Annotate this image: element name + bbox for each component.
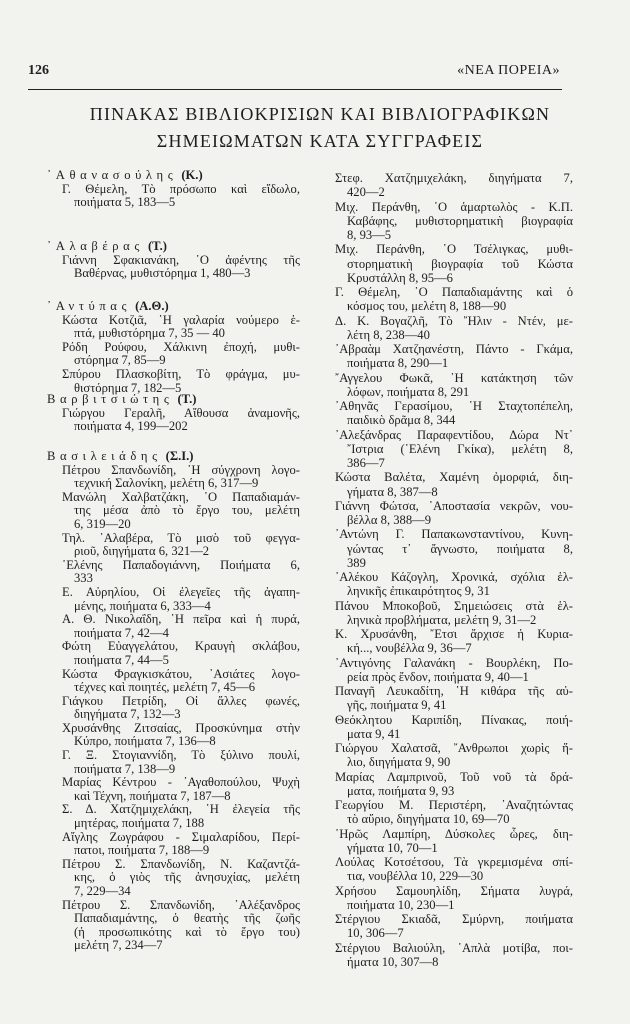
entry-line: ποιήματα 4, 199—202 [74,419,188,434]
entry-line: γώντας τ᾿ ἄγνωστο, ποιήματα 8, [347,541,573,556]
bibliography-entry [62,407,300,434]
bibliography-entry [62,532,300,559]
entry-line: Καβάφης, μυθιστορηματικὴ βιογραφία [347,213,573,228]
entry-line: 7, 229—34 [74,884,131,898]
bibliography-entry [62,749,300,776]
entry-line: (ἡ προσωπικότης καὶ τὸ ἔργο του) [74,924,300,939]
entry-line: Πέτρου Σ. Σπανδωνίδη, Ν. Καζαντζά- [62,856,300,871]
bibliography-entry [335,941,573,970]
entry-line: Βαθέρνας, μυθιστόρημα 1, 480—3 [74,266,251,281]
page-number: 126 [28,63,49,78]
entry-line: Πέτρου Σπανδωνίδη, ῾Η σύγχρονη λογο- [62,462,300,477]
author-section [47,300,302,395]
author-section [47,169,302,210]
entry-line: Σ. Δ. Χατζημιχελάκη, ῾Η ἐλεγεία τῆς [62,802,300,817]
entry-line: Τηλ. ᾿Αλαβέρα, Τὸ μισὸ τοῦ φεγγα- [62,530,300,545]
bibliography-entry [62,341,300,368]
entry-line: Γ. Ξ. Στογιαννίδη, Τὸ ξύλινο πουλί, [62,748,300,763]
entry-line: τεχνική Σαλονίκη, μελέτη 6, 317—9 [74,476,259,491]
entry-line: ποιήματα 7, 138—9 [74,761,176,776]
entry-line: Παναγῆ Λευκαδίτη, ῾Η κιθάρα τῆς αὐ- [335,684,573,698]
entry-line: πατοι, ποιήματα 7, 188—9 [74,843,210,858]
entry-line: 6, 319—20 [74,516,131,531]
bibliography-entry [62,858,300,899]
entry-line: Ε. Αὐρηλίου, Οἱ ἐλεγεῖες τῆς ἀγαπη- [62,584,300,599]
reviewer-name: Βαρβιτσιώτης [47,392,174,406]
bibliography-entry [62,722,300,749]
bibliography-entry [62,695,300,722]
entry-line: ματα 9, 41 [347,726,401,741]
entry-line: ληνικῆς ἐπικαιρότητος 9, 31 [347,584,490,599]
entry-line: Κώστα Κοτζιᾶ, ῾Η γαλαρία νούμερο ἑ- [62,312,300,327]
entry-line: Κύπρο, ποιήματα 7, 136—8 [74,734,216,749]
bibliography-entry [335,342,573,371]
entry-line: στόρημα 7, 85—9 [74,353,166,368]
entry-line: Σπύρου Πλασκοβίτη, Τὸ φράγμα, μυ- [62,366,300,381]
author-section [47,240,302,281]
bibliography-entry [335,527,573,570]
reviewer-name: ᾿Αλαβέρας [47,239,144,253]
reviewer-name: ᾿Αθανασούλης [47,168,178,182]
entry-line: λέτη 8, 238—40 [347,327,430,342]
entry-line: κόσμος του, μελέτη 8, 188—90 [347,299,507,314]
entry-line: θιστόρημα 7, 182—5 [74,380,182,395]
entry-line: Μαρίας Κέντρου - ᾿Αγαθοπούλου, Ψυχὴ [62,775,300,790]
bibliography-entry [335,470,573,499]
entry-line: τια, νουβέλλα 10, 229—30 [347,869,484,884]
entry-line: Α. Θ. Νικολαΐδη, ῾Η πεῖρα καὶ ἡ πυρά, [62,612,300,627]
bibliography-entry [335,684,573,713]
journal-running-head: «ΝΕΑ ΠΟΡΕΙΑ» [457,63,560,78]
entry-line: 333 [74,571,93,586]
entry-line: Μανώλη Χαλβατζάκη, ῾Ο Παπαδιαμάν- [62,489,300,504]
entry-line: Γ. Θέμελη, ῾Ο Παπαδιαμάντης καὶ ὁ [335,285,573,299]
bibliography-entry [335,741,573,770]
bibliography-entry [62,559,300,586]
entry-line: ᾿Αλέκου Κάζογλη, Χρονικά, σχόλια ἑλ- [335,570,573,584]
entry-line: κης, ὁ γιὸς τῆς ἀνησυχίας, μελέτη [74,870,300,885]
entry-line: Γεωργίου Μ. Περιστέρη, ᾿Αναζητώντας [335,798,573,812]
right-column [335,171,590,969]
reviewer-initials: (Κ.) [181,168,203,182]
entry-line: Φώτη Εὐαγγελάτου, Κραυγὴ σκλάβου, [62,639,300,654]
entry-line: ᾿Αβραὰμ Χατζηανέστη, Πάντο - Γκάμα, [335,342,573,356]
bibliography-entry [62,640,300,667]
entry-line: ᾿Αντώνη Γ. Παπακωνσταντίνου, Κυνη- [335,527,573,542]
entry-line: λόφων, ποιήματα 8, 291 [347,384,470,399]
author-heading [47,169,302,183]
entry-line: ποιήματα 5, 183—5 [74,195,176,210]
bibliography-entry [335,855,573,884]
bibliography-entry [335,428,573,471]
author-section [47,450,302,953]
entry-line: τὸ αὔριο, διηγήματα 10, 69—70 [347,812,510,827]
bibliography-entry [62,613,300,640]
bibliography-entry [335,399,573,428]
page-title-line-2: ΣΗΜΕΙΩΜΑΤΩΝ ΚΑΤΑ ΣΥΓΓΡΑΦΕΙΣ [156,131,484,151]
entry-line: ποιήματα 10, 230—1 [347,897,455,912]
entry-line: γήματα 8, 387—8 [347,484,438,499]
bibliography-entry [335,499,573,528]
bibliography-entry [62,668,300,695]
entry-line: Πάνου Μποκοβοῦ, Σημειώσεις στὰ ἑλ- [335,598,573,613]
entry-line: κή..., νουβέλλα 9, 36—7 [347,641,472,656]
entry-line: Γ. Θέμελη, Τὸ πρόσωπο καὶ εἴδωλο, [62,181,300,196]
entry-line: ρεία πρὸς ἔνδον, ποιήματα 9, 40—1 [347,669,529,684]
entry-line: ματα, ποιήματα 9, 93 [347,783,455,798]
entry-line: ῎Αγγελου Φωκᾶ, ῾Η κατάκτηση τῶν [335,370,573,385]
bibliography-entry [62,254,300,281]
bibliography-entry [62,314,300,341]
entry-line: πτά, μυθιστόρημα 7, 35 — 40 [74,326,225,341]
bibliography-entry [62,803,300,830]
bibliography-entry [335,200,573,243]
author-heading [47,300,302,314]
bibliography-entry [335,713,573,742]
entry-line: ποιήματα 7, 44—5 [74,652,169,667]
bibliography-entry [335,770,573,799]
entry-line: καὶ Τέχνη, ποιήματα 7, 187—8 [74,788,231,803]
entry-line: Χρήσου Σαμουηλίδη, Σήματα λυγρά, [335,883,573,898]
reviewer-initials: (Τ.) [147,239,167,253]
entry-line: της μέσα ἀπὸ τὸ ἔργο του, μελέτη [74,503,300,518]
reviewer-initials: (Α.Θ.) [135,299,169,313]
entry-line: 8, 93—5 [347,228,392,242]
bibliography-entry [335,285,573,314]
entry-line: Κ. Χρυσάνθη, ῎Ετσι ἄρχισε ἡ Κυρια- [335,627,573,641]
page-title-line-1: ΠΙΝΑΚΑΣ ΒΙΒΛΙΟΚΡΙΣΙΩΝ ΚΑΙ ΒΙΒΛΙΟΓΡΑΦΙΚΩΝ [89,104,551,124]
author-heading [47,450,302,464]
entry-line: 386—7 [347,456,385,470]
entry-line: Παπαδιαμάντης, ὁ θεατὴς τῆς ζωῆς [74,911,300,926]
entry-line: Ρόδη Ρούφου, Χάλκινη ἐποχή, μυθι- [62,339,300,354]
entry-line: παιδικὸ δρᾶμα 8, 344 [347,413,456,428]
bibliography-entry [335,171,573,200]
entry-line: ποιήματα 8, 290—1 [347,356,449,371]
bibliography-entry [62,586,300,613]
entry-line: Γιάννη Φώτσα, ᾿Αποστασία νεκρῶν, νου- [335,498,573,513]
entry-line: Γιάγκου Πετρίδη, Οἱ ἄλλες φωνές, [62,693,300,708]
bibliography-entry [335,827,573,856]
entry-line: Θεόκλητου Καριπίδη, Πίνακας, ποιή- [335,712,573,727]
bibliography-entry [62,899,300,953]
author-heading [47,240,302,254]
entry-line: ριοῦ, διηγήματα 6, 321—2 [74,544,210,559]
bibliography-entry [62,491,300,532]
bibliography-entry [335,912,573,941]
bibliography-entry [62,831,300,858]
bibliography-entry [62,464,300,491]
entry-line: Κρυστάλλη 8, 95—6 [347,270,453,285]
entry-line: Γιώργου Γεραλῆ, Αἴθουσα ἀναμονῆς, [62,405,300,420]
reviewer-initials: (Τ.) [177,392,197,406]
bibliography-entry [335,242,573,285]
entry-line: Μαρίας Λαμπρινοῦ, Τοῦ νοῦ τὰ δρά- [335,769,573,784]
bibliography-entry [335,884,573,913]
bibliography-entry [335,599,573,628]
entry-line: Λούλας Κοτσέτσου, Τὰ γκρεμισμένα σπί- [335,855,573,869]
entry-line: βέλλα 8, 388—9 [347,513,432,527]
entry-line: μητέρας, ποιήματα 7, 188 [74,816,205,831]
entry-line: μελέτη 7, 234—7 [74,938,163,953]
bibliography-entry [335,570,573,599]
entry-line: ᾿Αθηνᾶς Γερασίμου, ῾Η Σταχτοπέπελη, [335,399,573,413]
author-heading [47,393,302,407]
entry-line: 389 [347,555,366,570]
reviewer-name: Βασιλειάδης [47,449,162,463]
entry-line: Στέργιου Βαλιούλη, ῾Απλὰ μοτίβα, ποι- [335,940,573,955]
bibliography-entry [335,656,573,685]
entry-line: γῆς, ποιήματα 9, 41 [347,698,447,713]
bibliography-entry [335,798,573,827]
entry-line: στορηματικὴ βιογραφία τοῦ Κώστα [347,256,573,271]
header-rule [28,89,562,90]
entry-line: Κώστα Φραγκισκάτου, ᾿Ασιάτες λογο- [62,666,300,681]
entry-line: Στέργιου Σκιαδᾶ, Σμύρνη, ποιήματα [335,912,573,926]
entry-line: τέχνες καὶ ποιητές, μελέτη 7, 45—6 [74,680,255,695]
bibliography-entry [335,371,573,400]
entry-line: ῎Ιστρια (῾Ελένη Γκίκα), μελέτη 8, [347,441,573,456]
entry-line: ᾿Αλεξάνδρας Παραφεντίδου, Δώρα Ντ᾿ [335,427,573,442]
author-section [47,393,302,434]
entry-line: ποιήματα 7, 42—4 [74,625,169,640]
entry-line: Γιάννη Σφακιανάκη, ῾Ο ἀφέντης τῆς [62,252,300,267]
entry-line: ῾Ελένης Παπαδογιάννη, Ποιήματα 6, [62,557,300,572]
bibliography-entry [62,183,300,210]
entry-line: 10, 306—7 [347,926,404,941]
entry-line: ήματα 10, 307—8 [347,954,439,969]
entry-line: Μιχ. Περάνθη, ῾Ο Τσέλιγκας, μυθι- [335,242,573,257]
entry-line: ληνικὰ προβλήματα, μελέτη 9, 31—2 [347,612,537,627]
bibliography-entry [335,627,573,656]
bibliography-entry [62,776,300,803]
entry-line: Γιώργου Χαλατσᾶ, ῎Ανθρωποι χωρὶς ἥ- [335,741,573,755]
entry-line: Στεφ. Χατζημιχελάκη, διηγήματα 7, [335,171,573,185]
entry-line: Κώστα Βαλέτα, Χαμένη ὀμορφιά, διη- [335,470,573,485]
entry-line: ᾿Αντιγόνης Γαλανάκη - Βουρλέκη, Πο- [335,655,573,670]
entry-line: μένης, ποιήματα 6, 333—4 [74,598,211,613]
entry-line: λιο, διηγήματα 9, 90 [347,755,451,770]
entry-line: Αἴγλης Ζωγράφου - Σιμαλαρίδου, Περί- [62,829,300,844]
bibliography-entry [335,314,573,343]
entry-line: ῾Ηρῶς Λαμπίρη, Δύσκολες ὧρες, διη- [335,826,573,841]
entry-line: διηγήματα 7, 132—3 [74,707,181,722]
entry-line: 420—2 [347,185,385,200]
entry-line: Χρυσάνθης Ζιτσαίας, Προσκύνημα στὴν [62,720,300,735]
entry-line: Δ. Κ. Βογαζλῆ, Τὸ ῎Ηλιν - Ντέν, με- [335,313,573,328]
entry-line: Μιχ. Περάνθη, ῾Ο ἁμαρτωλὸς - Κ.Π. [335,199,573,214]
reviewer-name: ᾿Αντύπας [47,299,132,313]
reviewer-initials: (Σ.Ι.) [165,449,194,463]
entry-line: Πέτρου Σ. Σπανδωνίδη, ᾿Αλέξανδρος [62,897,300,912]
entry-line: γήματα 10, 70—1 [347,840,438,855]
